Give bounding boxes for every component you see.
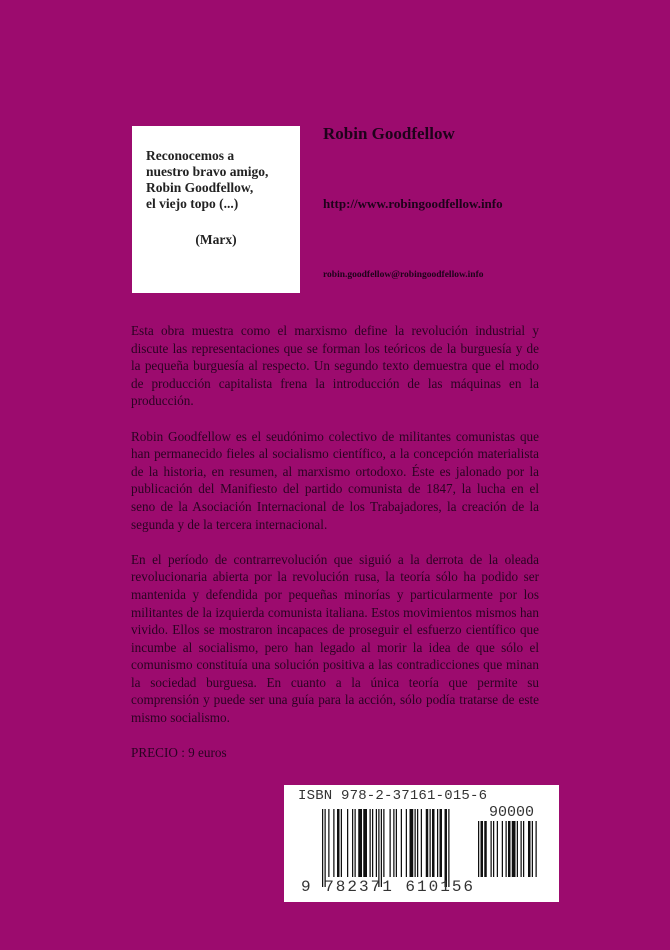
barcode-bar <box>448 809 449 887</box>
ean-number: 9 782371 610156 <box>301 878 476 896</box>
barcode-bar <box>508 821 511 877</box>
ean-bars <box>322 809 472 887</box>
barcode-bar <box>521 821 522 877</box>
barcode-bar <box>512 821 516 877</box>
paragraph-3: En el período de contrarrevolución que siguió a la derrota de la oleada revolucionaria abierta por la revolución rusa, la teoría sólo ha podido ser mantenida y defendida por pequeñas minorías y particularmente por los militantes de la izquierda comunista italiana. Estos movimientos mismos han vivido. Ellos se mostraron incapaces de proseguir el esfuerzo científico que incumbe al socialismo, pero han legado al morir la idea de que sólo el comunismo constituía una solución positiva a las contradicciones que minan la sociedad burguesa. En cuanto a la única teoría que permite su comprensión y puede ser una guía para la acción, sólo podía tratarse de este mismo socialismo. <box>131 551 539 726</box>
barcode-bar <box>506 821 507 877</box>
barcode-bar <box>328 809 329 877</box>
barcode-bar <box>432 809 435 877</box>
barcode-bar <box>481 821 484 877</box>
barcode-bar <box>484 821 487 877</box>
barcode-bar <box>491 821 492 877</box>
barcode-bar <box>358 809 362 877</box>
barcode-addon-number: 90000 <box>489 804 535 821</box>
addon-bars <box>478 821 546 887</box>
barcode-bar <box>325 809 326 887</box>
publisher-url[interactable]: http://www.robingoodfellow.info <box>323 196 503 211</box>
barcode-bar <box>401 809 402 877</box>
barcode-bar <box>381 809 382 887</box>
paragraph-1: Esta obra muestra como el marxismo define la revolución industrial y discute las representaciones que se forman los teóricos de la burguesía y de la pequeña burguesía al respecto. Un segundo texto demuestra que el modo de producción capitalista frena la introducción de las máquinas en la producción. <box>131 323 539 409</box>
quote-box <box>132 126 300 293</box>
barcode-bar <box>410 809 414 877</box>
barcode-bar <box>406 809 407 877</box>
barcode-bar <box>352 809 353 877</box>
barcode-bar <box>445 809 448 887</box>
barcode-bar <box>393 809 394 877</box>
barcode-bar <box>337 809 340 877</box>
barcode-bar <box>497 821 498 877</box>
barcode-bar <box>528 821 531 877</box>
barcode-bar <box>517 821 518 877</box>
paragraph-2: Robin Goodfellow es el seudónimo colectivo de militantes comunistas que han permanecido fieles al socialismo científico, a la concepción materialista de la historia, en resumen, al marxismo ortodoxo. Éste es jalonado por la publicación del Manifiesto del partido comunista de 1847, la lucha en el seno de la Asociación Internacional de los Trabajadores, la creación de la segunda y de la tercera internacional. <box>131 428 539 532</box>
barcode-bar <box>376 809 377 877</box>
back-cover-text <box>131 322 539 779</box>
barcode-bar <box>523 821 524 877</box>
barcode-bar <box>347 809 348 877</box>
barcode-bar <box>341 809 342 877</box>
barcode-bar <box>421 809 422 877</box>
barcode-bar <box>437 809 438 877</box>
publisher-email[interactable]: robin.goodfellow@robingoodfellow.info <box>323 270 484 280</box>
barcode-bar <box>363 809 367 877</box>
barcode-bar <box>426 809 429 877</box>
barcode-bar <box>532 821 533 877</box>
price: PRECIO : 9 euros <box>131 745 227 761</box>
barcode-bar <box>417 809 418 877</box>
barcode-bar <box>502 821 503 877</box>
barcode-bar <box>536 821 537 877</box>
barcode-bar <box>493 821 494 877</box>
barcode-bar <box>440 809 443 877</box>
barcode-bar <box>322 809 323 887</box>
quote-author: (Marx) <box>195 232 237 247</box>
barcode-bar <box>372 809 373 877</box>
quote-text: Reconocemos a nuestro bravo amigo, Robin Goodfellow, el viejo topo (...) <box>146 148 269 211</box>
barcode <box>284 785 559 902</box>
publisher-name: Robin Goodfellow <box>323 124 455 143</box>
barcode-bar <box>333 809 334 877</box>
barcode-bar <box>396 809 397 877</box>
isbn-label: ISBN 978-2-37161-015-6 <box>298 788 488 804</box>
barcode-bar <box>355 809 356 877</box>
barcode-bar <box>390 809 391 877</box>
barcode-bar <box>478 821 479 877</box>
barcode-bar <box>378 809 379 887</box>
barcode-bar <box>430 809 431 877</box>
barcode-bar <box>383 809 384 877</box>
barcode-bar <box>370 809 371 877</box>
barcode-bar <box>415 809 416 877</box>
